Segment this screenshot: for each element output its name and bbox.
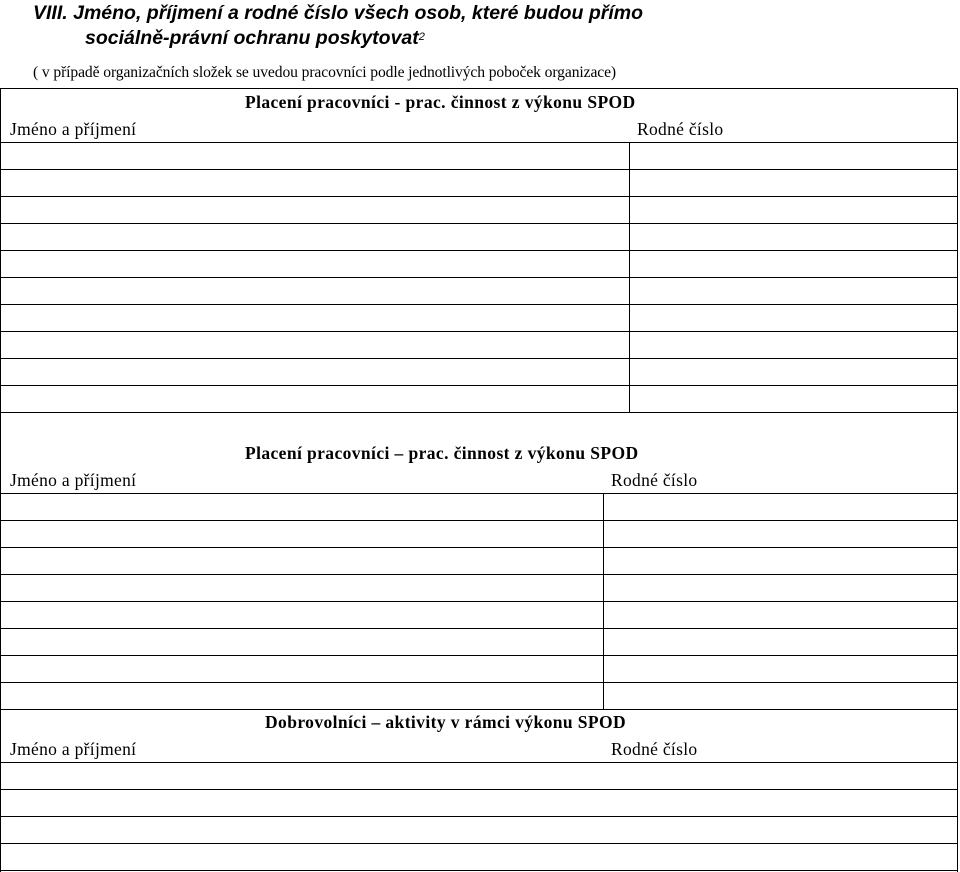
row-line [1,331,957,332]
table-border-top [1,88,957,89]
row-line [1,358,957,359]
heading-line-1: VIII. Jméno, příjmení a rodné číslo všech osob, které budou přímo [33,2,644,24]
column-header-name: Jméno a příjmení [10,119,137,139]
heading-line-2 [33,26,643,51]
birth-number-cell[interactable] [630,143,957,169]
column-header-birth-number: Rodné číslo [637,119,724,139]
row-line [1,520,957,521]
table-3-title: Dobrovolníci – aktivity v rámci výkonu SPOD [265,712,627,732]
row-line [1,385,957,386]
footnote-mark: 2 [418,31,425,43]
staff-table-2 [0,413,958,710]
row-line [1,816,957,817]
table-1-title: Placení pracovníci - prac. činnost z výkonu SPOD [245,92,636,112]
row-line [1,628,957,629]
section-heading [33,1,643,51]
row-line [1,250,957,251]
row-line [1,843,957,844]
volunteers-table [0,710,958,872]
column-header-birth-number: Rodné číslo [611,470,698,490]
row-line [1,196,957,197]
row-line [1,574,957,575]
instruction-note: ( v případě organizačních složek se uvedou pracovníci podle jednotlivých poboček organizace) [33,64,616,81]
column-header-name: Jméno a příjmení [10,739,137,759]
name-cell[interactable] [1,143,628,169]
name-cell[interactable] [1,763,957,789]
row-line [1,682,957,683]
row-line [1,304,957,305]
row-line [1,223,957,224]
row-line [1,870,957,871]
column-header-birth-number: Rodné číslo [611,739,698,759]
row-line [1,789,957,790]
name-cell[interactable] [1,494,602,520]
column-header-name: Jméno a příjmení [10,470,137,490]
birth-number-cell[interactable] [604,494,957,520]
row-line [1,601,957,602]
staff-table-1 [0,88,958,413]
table-2-title: Placení pracovníci – prac. činnost z výkonu SPOD [245,443,639,463]
row-line [1,277,957,278]
row-line [1,169,957,170]
column-divider [603,493,604,709]
column-divider [629,142,630,412]
row-line [1,655,957,656]
row-line [1,547,957,548]
heading-line-2-text: sociálně-právní ochranu poskytovat [85,27,419,49]
